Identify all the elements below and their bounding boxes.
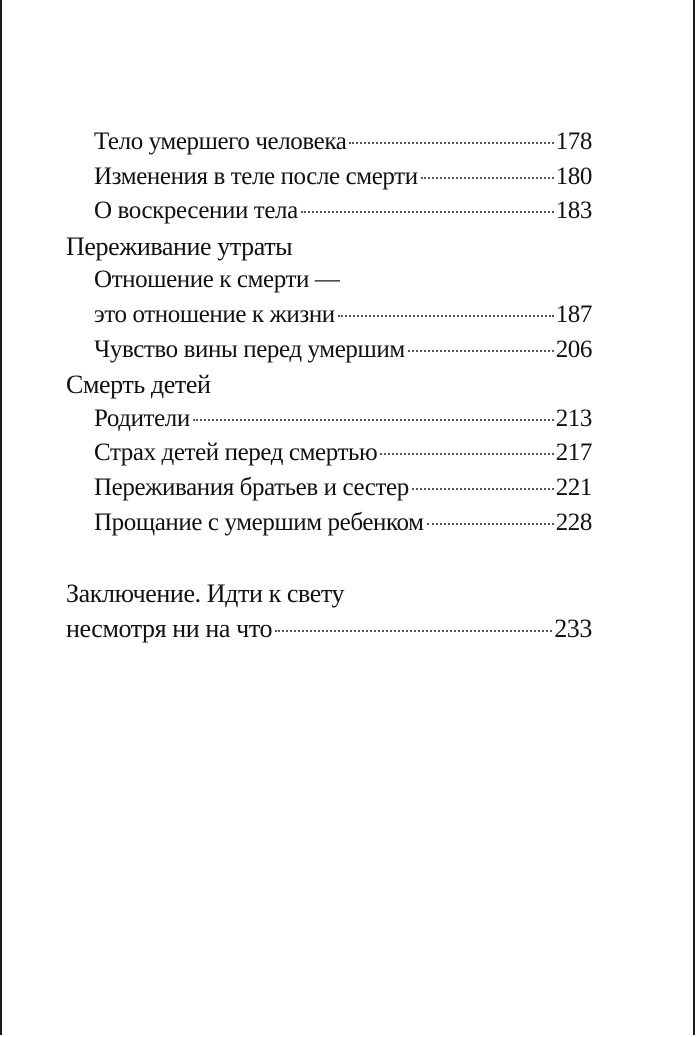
toc-entry — [66, 266, 592, 301]
toc-entry-title: Тело умершего человека — [94, 128, 347, 155]
toc-entry-title: Страх детей перед смертью — [94, 439, 378, 467]
dot-leader — [412, 488, 554, 490]
toc-entry-title: несмотря ни на что — [66, 613, 273, 643]
dot-leader — [349, 142, 553, 144]
toc-entry-title: Изменения в теле после смерти — [94, 162, 418, 190]
toc-entry — [66, 474, 592, 509]
toc-entry-page: 221 — [555, 473, 592, 501]
toc-entry-page: 217 — [555, 439, 592, 467]
table-of-contents — [66, 128, 592, 648]
toc-entry-title: Отношение к смерти — — [94, 266, 340, 294]
toc-entry-title: Чувство вины перед умершим — [94, 335, 405, 363]
toc-entry-page: 187 — [555, 300, 592, 328]
toc-entry-page: 180 — [555, 162, 592, 190]
dot-leader — [421, 177, 554, 179]
toc-entry-title: Родители — [94, 404, 190, 432]
toc-section-title: Смерть детей — [66, 370, 211, 400]
toc-entry — [66, 405, 592, 440]
toc-entry — [66, 197, 592, 232]
toc-entry-title: Переживания братьев и сестер — [94, 473, 409, 501]
dot-leader — [380, 453, 553, 455]
dot-leader — [301, 211, 554, 213]
toc-entry — [66, 439, 592, 474]
toc-entry — [66, 301, 592, 336]
toc-entry-page: 228 — [555, 508, 592, 536]
dot-leader — [338, 315, 554, 317]
toc-entry-page: 213 — [555, 404, 592, 432]
dot-leader — [427, 523, 554, 525]
toc-entry — [66, 336, 592, 371]
toc-section-heading — [66, 232, 592, 267]
toc-section-title: Переживание утраты — [66, 231, 293, 261]
toc-entry — [66, 509, 592, 544]
toc-entry — [66, 128, 592, 163]
toc-entry-page: 178 — [555, 128, 592, 155]
toc-section-heading — [66, 370, 592, 405]
toc-section-heading — [66, 579, 592, 614]
dot-leader — [193, 419, 554, 421]
dot-leader — [275, 630, 552, 632]
toc-entry — [66, 163, 592, 198]
toc-entry-title: это отношение к жизни — [94, 300, 335, 328]
dot-leader — [408, 350, 554, 352]
toc-section-title: Заключение. Идти к свету — [66, 579, 345, 609]
toc-entry — [66, 614, 592, 649]
toc-entry-page: 233 — [554, 613, 592, 643]
toc-entry-title: О воскресении тела — [94, 197, 298, 225]
toc-entry-page: 206 — [555, 335, 592, 363]
toc-entry-title: Прощание с умершим ребенком — [94, 508, 424, 536]
toc-entry-page: 183 — [555, 197, 592, 225]
